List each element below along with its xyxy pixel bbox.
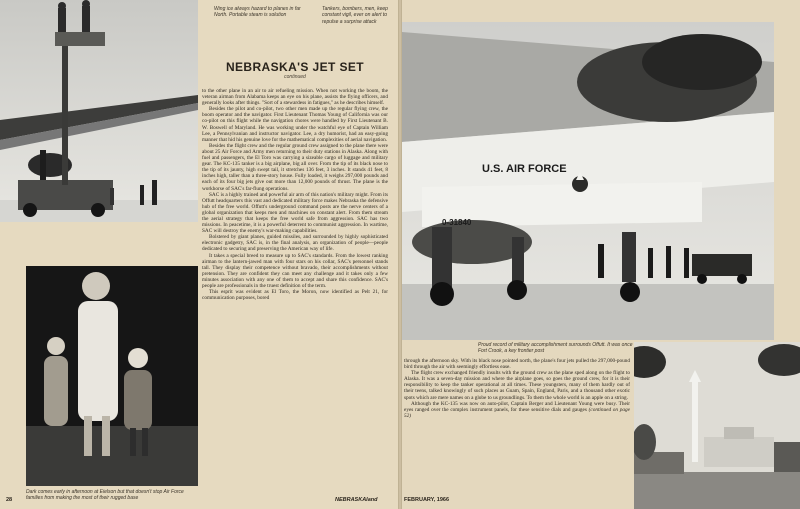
- body-paragraph: SAC is a highly trained and powerful air arm of this nation's military might. From its Offutt headquarters this vast and dedicated military force makes Nebraska the defensive hub of the free world. Offutt's underground command posts are the nerve centers of a global organization that keeps men and machines on constant alert. From them stream the aerial strategy that keeps the free world safe from aggression. SAC has two missions. In peacetime, it is a powerful deterrent to communist aggression. In wartime, SAC will destroy the enemy's war-making capabilities.: [202, 191, 388, 235]
- photo-family-snow: [26, 266, 198, 486]
- left-column-upper: [202, 88, 388, 301]
- photo-wing-deicing: [0, 0, 198, 222]
- caption-family: Dark comes early in afternoon at Eielson but that doesn't stop Air Force families from making the most of their rugged base: [26, 489, 184, 502]
- body-paragraph: It takes a special breed to measure up to SAC's standards. From the lowest ranking airman to the lantern-jawed man with four stars on his collar, SAC's personnel stands tall. They display their competence without bravado, their accomplishments without pretension. They are confident they can meet any challenge and it takes only a few minutes association with any one of them to accept and share this confidence. SAC's people are professionals in the truest definition of the term.: [202, 252, 388, 289]
- body-paragraph: The flight crew exchanged friendly insults with the ground crew as the plane sped along on the flight to Alaska. It was a seven-day mission and where the airplane goes, so goes the ground crew, for it is their responsibility to keep the tanker operational at all times. These youngsters, many of them hardly out of their teens, talked knowingly of such places as Guam, Spain, England, Paris, and a thousand other exotic spots which are mere names on a globe to us groundlings. To them the whole world is an apple on a string.: [404, 370, 630, 401]
- continued-on-note: (continued on page 52): [404, 406, 631, 419]
- body-paragraph: Besides the flight crew and the regular ground crew assigned to the plane there were about 25 Air Force and Army men returning to their duty stations in Alaska. Along with fuel and passengers, the El Toro was carrying a sizeable cargo of luggage and military gear. The KC-135 tanker is a big airplane, big all over. From the tip of its black nose to the tip of its jaunty, high swept tail, it stretches 136 feet, 3 inches. It stands 41 feet, 8 inches high, taller than a three-story house. Fully loaded, it weighs 297,000 pounds and each of its four big jets give out more than 12,000 pounds of thrust. The plane is the workhorse of SAC's far-flung operations.: [202, 142, 388, 192]
- right-page: [402, 0, 800, 509]
- article-headline: NEBRASKA'S JET SET: [225, 60, 365, 74]
- body-paragraph: to the other plane in an air to air refueling mission. When not working the boom, the veteran airman from Alabama keeps an eye on his plane, assists the flying officers, and generally looks after things. "Sort of a stewardess in fatigues," as he describes himself.: [202, 88, 388, 107]
- plane-fuselage-lettering: U.S. AIR FORCE: [482, 163, 567, 175]
- plane-serial-number: 0-31840: [442, 218, 472, 227]
- page-number-left: 28: [6, 497, 13, 503]
- right-column-text: [404, 358, 630, 419]
- magazine-name: NEBRASKAland: [335, 497, 378, 503]
- body-paragraph: Although the KC-135 was now on auto-pilot, Captain Berger and Lieutenant Young were busy. Their eyes ranged over the complex instrument panels, for these sensitive dials and gauges (continued on page 52): [404, 400, 631, 419]
- photo-offutt-base: [634, 342, 800, 509]
- left-page: [0, 0, 398, 509]
- body-paragraph: This esprit was evident as El Toro, the Moron, now identified as Pelt 21, for communication purposes, bored: [202, 289, 388, 302]
- caption-offutt: Proud record of military accomplishment surrounds Offutt. It was once Fort Crook, a key frontier post: [478, 342, 633, 355]
- body-paragraph: Bolstered by giant planes, guided missiles, and surrounded by highly sophisticated electronic gadgetry, SAC is, in the final analysis, an organization of people—people dedicated to securing and preserving the American way of life.: [202, 234, 388, 253]
- body-paragraph: through the afternoon sky. With its black nose pointed north, the plane's four jets pulled the 297,000-pound bird through the air with seemingly effortless ease.: [404, 358, 630, 371]
- issue-date: FEBRUARY, 1966: [404, 497, 450, 503]
- caption-tankers: Tankers, bombers, men, keep constant vigil, ever on alert to repulse a surprise attack: [322, 6, 388, 25]
- photo-kc135-tanker: [402, 22, 774, 340]
- continued-label: continued: [284, 74, 306, 80]
- body-paragraph: Besides the pilot and co-pilot, two other men made up the regular flying crew, the boom operator and the navigator. First Lieutenant Thomas Young of California was our co-pilot on this flight while the navigation chores were handled by First Lieutenant B. W. Boswell of Maryland. He was working under the watchful eye of Captain William Lee, a Pennsylvanian and instructor navigator. Lee, a dry humorist, had an easy-going manner that hid his genuine love for the mathematical complexities of aerial navigation.: [202, 106, 388, 143]
- caption-wing-ice: Wing ice always hazard to planes in far North. Portable steam is solution: [214, 6, 301, 19]
